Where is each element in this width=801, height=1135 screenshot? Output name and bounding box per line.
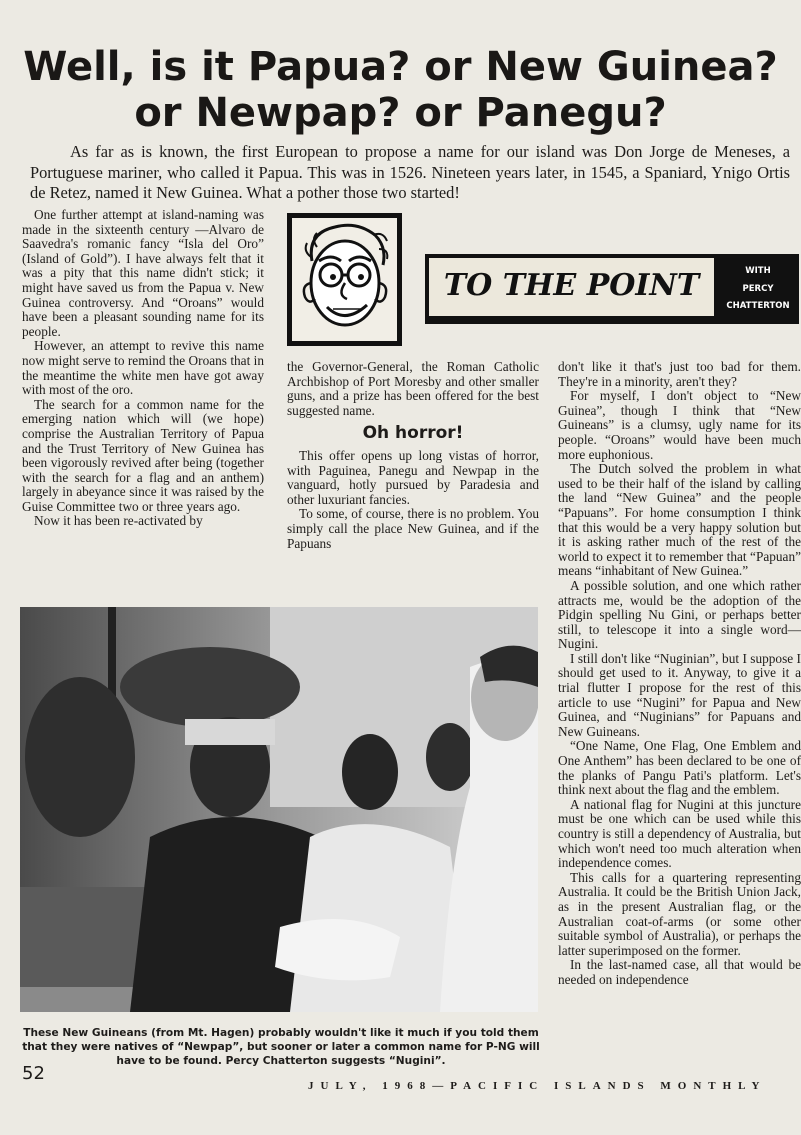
paragraph: In the last-named case, all that would be needed on independence: [558, 957, 801, 987]
paragraph: the Governor-General, the Roman Catholic Archbishop of Port Moresby and other smaller guns, and a prize has been offered for the best suggested name.: [287, 360, 539, 418]
paragraph: A national flag for Nugini at this juncture must be one which can be used while this country is still a dependency of Australia, but which won't need too much alteration when independence comes.: [558, 796, 801, 871]
page-number: 52: [22, 1063, 45, 1084]
column-1: [22, 208, 264, 588]
headline-line-2: or Newpap? or Panegu?: [134, 90, 667, 136]
paragraph: “One Name, One Flag, One Emblem and One Anthem” has been declared to be one of the planks of Pangu Pati's platform. Let's think next about the flag and the emblem.: [558, 738, 801, 798]
paragraph: For myself, I don't object to “New Guinea”, though I think that “New Guineans” is a clumsy, ugly name for its people. “Oroans” would have been much more euphonious.: [558, 388, 801, 462]
running-footer: JULY, 1968—PACIFIC ISLANDS MONTHLY: [308, 1080, 767, 1092]
paragraph: Now it has been re-activated by: [34, 513, 203, 529]
paragraph: don't like it that's just too bad for them. They're in a minority, aren't they?: [558, 360, 801, 389]
paragraph: However, an attempt to revive this name now might serve to remind the Oroans that in the meantime the white men have got away with most of the oro.: [22, 338, 264, 398]
subheading: Oh horror!: [362, 423, 464, 444]
author-caricature: [287, 213, 402, 346]
paragraph: A possible solution, and one which rather attracts me, would be the adoption of the Pidgin spelling Nu Gini, or perhaps better still, to telescope it into a single word—Nugini.: [558, 577, 801, 652]
paragraph: I still don't like “Nuginian”, but I suppose I should get used to it. Anyway, to give it a trial flutter I propose for the rest of this article to use “Nugini” for Papua and New Guinea, and “Nuginians” for Papuans and New Guineans.: [558, 650, 801, 739]
headline-line-1: Well, is it Papua? or New Guinea?: [23, 44, 778, 90]
banner-author-last: CHATTERTON: [726, 301, 790, 311]
paragraph: This offer opens up long vistas of horror, with Paguinea, Panegu and Newpap in the vanguard, hotly pursued by Paradesia and other luxuriant fancies.: [287, 447, 539, 507]
column-banner: [425, 254, 799, 324]
banner-with: WITH: [745, 266, 771, 276]
paragraph: The search for a common name for the emerging nation which will (we hope) comprise the Australian Territory of Papua and the Trust Territory of New Guinea has been vigorously revived after being (together with the search for a flag and an anthem) largely in abeyance since it was raised by the Guise Committee two or three years ago.: [22, 396, 264, 514]
photo-caption: These New Guineans (from Mt. Hagen) probably wouldn't like it much if you told them that they were natives of “Newpap”, but sooner or later a common name for P-NG will have to be found. Percy Chatterton suggests “Nugini”.: [22, 1027, 540, 1067]
paragraph: This calls for a quartering representing Australia. It could be the British Union Jack, as in the present Australian flag, or the Australian coat-of-arms (or some other suitable symbol of Australia), or perhaps the latter superimposed on the former.: [558, 869, 801, 958]
paragraph: The Dutch solved the problem in what used to be their half of the island by calling the land “New Guinea” and the people “Papuans”. For home consumption I think that this would be a very happy solution but it is asking rather much of the rest of the world to expect it to remember that “Papuan” means “inhabitant of New Guinea.”: [558, 461, 801, 579]
paragraph: One further attempt at island-naming was made in the sixteenth century —Alvaro de Saavedra's romanic fancy “Isla del Oro” (Island of Gold”). I have always felt that it was a pity that this name didn't stick; it might have saved us from the Papua v. New Guinea controversy. And “Oroans” would have been a pleasant sounding name for its people.: [22, 208, 264, 339]
news-photo: [20, 607, 538, 1012]
column-2: [287, 360, 539, 588]
column-title: TO THE POINT: [443, 268, 700, 303]
banner-author-first: PERCY: [742, 284, 774, 294]
paragraph: To some, of course, there is no problem. You simply call the place New Guinea, and if the Papuans: [287, 506, 539, 551]
intro-paragraph: As far as is known, the first European to propose a name for our island was Don Jorge de Meneses, a Portuguese mariner, who called it Papua. This was in 1526. Nineteen years later, in 1545, a Spaniard, Ynigo Ortis de Retez, named it New Guinea. What a pother those two started!: [30, 142, 790, 202]
column-3: [558, 360, 801, 1085]
